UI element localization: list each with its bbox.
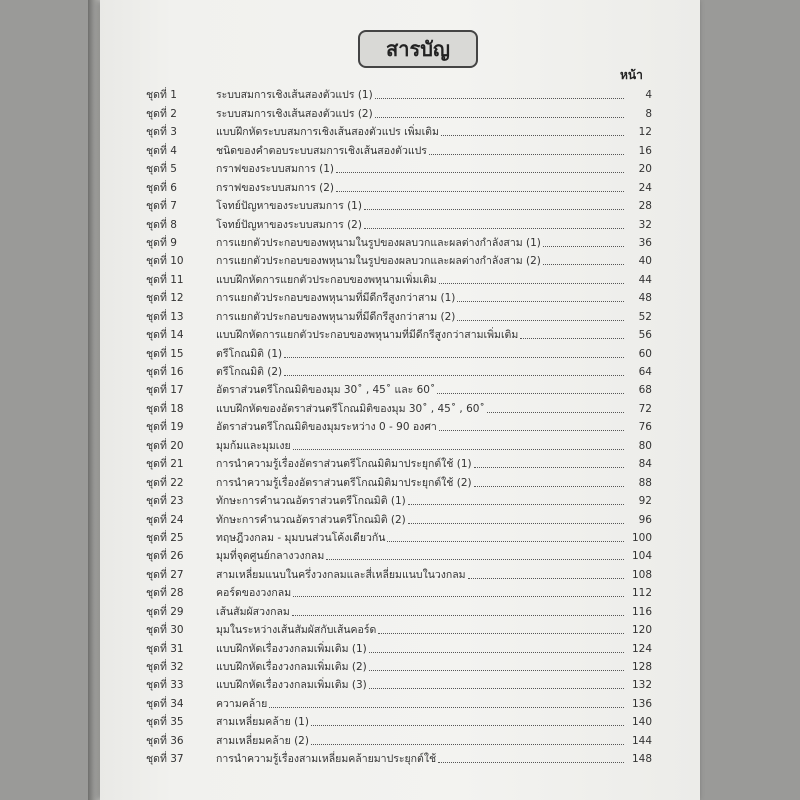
dot-leader	[474, 486, 624, 487]
entry-title-group	[216, 458, 624, 471]
toc-entry	[146, 563, 652, 581]
dot-leader	[468, 578, 624, 579]
entry-number: ชุดที่ 30	[146, 624, 184, 637]
entry-title-group	[216, 219, 624, 232]
entry-page: 136	[631, 697, 652, 710]
entry-page: 12	[638, 126, 652, 139]
entry-number: ชุดที่ 19	[146, 421, 184, 434]
entry-page: 100	[631, 531, 652, 544]
dot-leader	[520, 338, 624, 339]
entry-number: ชุดที่ 8	[146, 218, 177, 231]
entry-page: 28	[638, 200, 652, 213]
entry-page: 148	[631, 753, 652, 766]
entry-page: 16	[638, 144, 652, 157]
entry-number: ชุดที่ 33	[146, 679, 184, 692]
entry-title: ทฤษฎีวงกลม - มุมบนส่วนโค้งเดียวกัน	[216, 531, 386, 544]
entry-title: การแยกตัวประกอบของพหุนามที่มีดีกรีสูงกว่าสาม (2)	[216, 310, 456, 323]
dot-leader	[364, 209, 624, 210]
entry-title-group	[216, 606, 624, 619]
entry-number: ชุดที่ 4	[146, 144, 177, 157]
entry-title-group	[216, 679, 624, 692]
entry-number: ชุดที่ 31	[146, 642, 184, 655]
toc-entry	[146, 656, 652, 674]
toc-entry	[146, 176, 652, 194]
entry-title: ทักษะการคำนวณอัตราส่วนตรีโกณมิติ (2)	[216, 513, 406, 526]
entry-number: ชุดที่ 14	[146, 329, 184, 342]
dot-leader	[408, 523, 624, 524]
toc-entry	[146, 139, 652, 157]
dot-leader	[408, 504, 624, 505]
entry-title: แบบฝึกหัดระบบสมการเชิงเส้นสองตัวแปร เพิ่มเติม	[216, 126, 439, 139]
entry-page: 96	[638, 513, 652, 526]
dot-leader	[543, 264, 624, 265]
entry-title-group	[216, 735, 624, 748]
entry-page: 112	[631, 587, 652, 600]
toc-entry	[146, 434, 652, 452]
toc-entry	[146, 674, 652, 692]
entry-number: ชุดที่ 15	[146, 347, 184, 360]
entry-title-group	[216, 200, 624, 213]
entry-number: ชุดที่ 29	[146, 605, 184, 618]
dot-leader	[293, 596, 624, 597]
table-of-contents	[146, 84, 652, 766]
toc-entry	[146, 287, 652, 305]
toc-entry	[146, 268, 652, 286]
dot-leader	[284, 375, 624, 376]
entry-number: ชุดที่ 17	[146, 384, 184, 397]
toc-entry	[146, 342, 652, 360]
toc-entry	[146, 490, 652, 508]
entry-number: ชุดที่ 5	[146, 163, 177, 176]
entry-title-group	[216, 329, 624, 342]
entry-page: 24	[638, 181, 652, 194]
entry-number: ชุดที่ 18	[146, 402, 184, 415]
toc-entry	[146, 527, 652, 545]
entry-title-group	[216, 292, 624, 305]
entry-title: การนำความรู้เรื่องอัตราส่วนตรีโกณมิติมาประยุกต์ใช้ (1)	[216, 458, 472, 471]
entry-number: ชุดที่ 26	[146, 550, 184, 563]
dot-leader	[369, 670, 624, 671]
entry-page: 124	[631, 642, 652, 655]
entry-title: คอร์ดของวงกลม	[216, 587, 292, 600]
entry-title: แบบฝึกหัดของอัตราส่วนตรีโกณมิติของมุม 30˚ , 45˚ , 60˚	[216, 402, 485, 415]
toc-entry	[146, 619, 652, 637]
toc-entry	[146, 250, 652, 268]
entry-page: 64	[638, 366, 652, 378]
toc-entry	[146, 600, 652, 618]
entry-title-group	[216, 716, 624, 729]
entry-page: 108	[631, 568, 652, 581]
entry-page: 132	[631, 679, 652, 692]
entry-title: มุมในระหว่างเส้นสัมผัสกับเส้นคอร์ด	[216, 624, 377, 637]
entry-page: 84	[638, 458, 652, 471]
entry-number: ชุดที่ 37	[146, 753, 184, 766]
page-column-header: หน้า	[620, 68, 643, 82]
entry-title-group	[216, 421, 624, 434]
entry-number: ชุดที่ 7	[146, 200, 177, 213]
toc-entry	[146, 508, 652, 526]
entry-title: ชนิดของคำตอบระบบสมการเชิงเส้นสองตัวแปร	[216, 144, 427, 157]
entry-number: ชุดที่ 36	[146, 734, 184, 747]
book-page	[100, 0, 700, 800]
entry-title: แบบฝึกหัดการแยกตัวประกอบของพหุนามเพิ่มเติม	[216, 273, 437, 286]
entry-title: สามเหลี่ยมคล้าย (2)	[216, 734, 309, 747]
entry-number: ชุดที่ 11	[146, 273, 184, 286]
entry-title-group	[216, 403, 624, 416]
entry-number: ชุดที่ 28	[146, 587, 184, 600]
entry-title-group	[216, 440, 624, 453]
dot-leader	[487, 412, 624, 413]
entry-title-group	[216, 237, 624, 250]
dot-leader	[311, 725, 624, 726]
toc-entry	[146, 692, 652, 710]
entry-title-group	[216, 89, 624, 102]
entry-number: ชุดที่ 34	[146, 697, 184, 710]
entry-title: แบบฝึกหัดเรื่องวงกลมเพิ่มเติม (1)	[216, 642, 367, 655]
toc-entry	[146, 453, 652, 471]
dot-leader	[375, 117, 624, 118]
toc-entry	[146, 545, 652, 563]
entry-title-group	[216, 532, 624, 545]
dot-leader	[439, 283, 624, 284]
entry-number: ชุดที่ 12	[146, 292, 184, 305]
entry-title-group	[216, 145, 624, 158]
entry-page: 32	[638, 218, 652, 231]
entry-page: 76	[638, 421, 652, 434]
entry-title: กราฟของระบบสมการ (1)	[216, 163, 334, 176]
entry-number: ชุดที่ 2	[146, 107, 177, 120]
entry-title: การนำความรู้เรื่องอัตราส่วนตรีโกณมิติมาประยุกต์ใช้ (2)	[216, 476, 472, 489]
dot-leader	[292, 615, 624, 616]
entry-number: ชุดที่ 13	[146, 310, 184, 323]
entry-page: 48	[638, 292, 652, 305]
entry-page: 144	[631, 734, 652, 747]
dot-leader	[474, 467, 624, 468]
entry-title: การแยกตัวประกอบของพหุนามที่มีดีกรีสูงกว่าสาม (1)	[216, 292, 456, 305]
entry-title: การแยกตัวประกอบของพหุนามในรูปของผลบวกและผลต่างกำลังสาม (2)	[216, 255, 541, 268]
entry-title: อัตราส่วนตรีโกณมิติของมุม 30˚ , 45˚ และ 60˚	[216, 384, 436, 397]
entry-number: ชุดที่ 3	[146, 126, 177, 139]
dot-leader	[364, 228, 624, 229]
entry-title-group	[216, 550, 624, 563]
entry-title-group	[216, 348, 624, 361]
dot-leader	[543, 246, 624, 247]
toc-entry	[146, 637, 652, 655]
entry-page: 8	[645, 107, 652, 120]
entry-number: ชุดที่ 24	[146, 513, 184, 526]
entry-page: 20	[638, 163, 652, 176]
dot-leader	[441, 135, 624, 136]
dot-leader	[269, 707, 624, 708]
entry-title: ตรีโกณมิติ (2)	[216, 366, 283, 378]
dot-leader	[369, 688, 624, 689]
dot-leader	[387, 541, 624, 542]
entry-page: 120	[631, 624, 652, 637]
toc-entry	[146, 397, 652, 415]
entry-title: สามเหลี่ยมแนบในครึ่งวงกลมและสี่เหลี่ยมแนบในวงกลม	[216, 568, 466, 581]
entry-title: สามเหลี่ยมคล้าย (1)	[216, 716, 309, 729]
entry-page: 4	[645, 89, 652, 102]
dot-leader	[429, 154, 624, 155]
toc-entry	[146, 582, 652, 600]
entry-title-group	[216, 514, 624, 527]
entry-page: 56	[638, 329, 652, 342]
dot-leader	[284, 357, 624, 358]
entry-number: ชุดที่ 23	[146, 495, 184, 508]
dot-leader	[378, 633, 624, 634]
entry-page: 72	[638, 402, 652, 415]
toc-entry	[146, 711, 652, 729]
dot-leader	[311, 744, 624, 745]
toc-entry	[146, 379, 652, 397]
entry-title-group	[216, 569, 624, 582]
toc-entry	[146, 729, 652, 747]
entry-title-group	[216, 255, 624, 268]
toc-entry	[146, 324, 652, 342]
entry-page: 68	[638, 384, 652, 397]
entry-title: ระบบสมการเชิงเส้นสองตัวแปร (2)	[216, 107, 373, 120]
entry-number: ชุดที่ 32	[146, 661, 184, 673]
entry-page: 88	[638, 476, 652, 489]
dot-leader	[369, 652, 624, 653]
entry-page: 116	[631, 605, 652, 618]
entry-title: โจทย์ปัญหาของระบบสมการ (2)	[216, 218, 362, 231]
entry-title: การนำความรู้เรื่องสามเหลี่ยมคล้ายมาประยุกต์ใช้	[216, 753, 437, 766]
entry-title-group	[216, 753, 624, 766]
entry-number: ชุดที่ 22	[146, 476, 184, 489]
entry-page: 104	[631, 550, 652, 563]
entry-title-group	[216, 384, 624, 397]
toc-entry	[146, 748, 652, 766]
entry-title-group	[216, 495, 624, 508]
page-title: สารบัญ	[358, 30, 478, 68]
dot-leader	[293, 449, 624, 450]
entry-title-group	[216, 182, 624, 195]
dot-leader	[336, 172, 624, 173]
entry-page: 140	[631, 716, 652, 729]
entry-title-group	[216, 587, 624, 600]
entry-title: แบบฝึกหัดเรื่องวงกลมเพิ่มเติม (2)	[216, 661, 367, 673]
toc-entry	[146, 416, 652, 434]
dot-leader	[326, 559, 624, 560]
entry-title-group	[216, 624, 624, 637]
toc-entry	[146, 471, 652, 489]
entry-title: มุมก้มและมุมเงย	[216, 439, 291, 452]
entry-title: ความคล้าย	[216, 697, 268, 710]
entry-page: 36	[638, 236, 652, 249]
entry-title-group	[216, 163, 624, 176]
dot-leader	[439, 430, 624, 431]
toc-entry	[146, 158, 652, 176]
toc-entry	[146, 102, 652, 120]
entry-title-group	[216, 126, 624, 139]
entry-page: 44	[638, 273, 652, 286]
entry-title: โจทย์ปัญหาของระบบสมการ (1)	[216, 200, 362, 213]
entry-page: 52	[638, 310, 652, 323]
entry-title: อัตราส่วนตรีโกณมิติของมุมระหว่าง 0 - 90 องศา	[216, 421, 437, 434]
entry-title: ตรีโกณมิติ (1)	[216, 347, 283, 360]
entry-title-group	[216, 477, 624, 490]
entry-title-group	[216, 311, 624, 324]
entry-title: แบบฝึกหัดการแยกตัวประกอบของพหุนามที่มีดีกรีสูงกว่าสามเพิ่มเติม	[216, 329, 519, 342]
toc-entry	[146, 305, 652, 323]
dot-leader	[336, 191, 624, 192]
entry-number: ชุดที่ 6	[146, 181, 177, 194]
dot-leader	[457, 301, 624, 302]
entry-title: เส้นสัมผัสวงกลม	[216, 605, 290, 618]
entry-page: 80	[638, 439, 652, 452]
toc-entry	[146, 84, 652, 102]
entry-title: มุมที่จุดศูนย์กลางวงกลม	[216, 550, 325, 563]
entry-title: ทักษะการคำนวณอัตราส่วนตรีโกณมิติ (1)	[216, 495, 406, 508]
entry-title-group	[216, 108, 624, 121]
entry-title-group	[216, 366, 624, 379]
dot-leader	[438, 762, 624, 763]
entry-page: 128	[631, 661, 652, 673]
entry-number: ชุดที่ 20	[146, 439, 184, 452]
entry-number: ชุดที่ 27	[146, 568, 184, 581]
toc-entry	[146, 195, 652, 213]
entry-title-group	[216, 643, 624, 656]
entry-number: ชุดที่ 25	[146, 531, 184, 544]
entry-title: กราฟของระบบสมการ (2)	[216, 181, 334, 194]
entry-page: 40	[638, 255, 652, 268]
entry-number: ชุดที่ 9	[146, 236, 177, 249]
toc-entry	[146, 361, 652, 379]
dot-leader	[457, 320, 624, 321]
entry-page: 60	[638, 347, 652, 360]
entry-page: 92	[638, 495, 652, 508]
entry-number: ชุดที่ 21	[146, 458, 184, 471]
entry-number: ชุดที่ 16	[146, 366, 184, 378]
entry-title-group	[216, 661, 624, 674]
entry-number: ชุดที่ 35	[146, 716, 184, 729]
toc-entry	[146, 121, 652, 139]
toc-entry	[146, 213, 652, 231]
entry-number: ชุดที่ 1	[146, 89, 177, 102]
dot-leader	[437, 393, 624, 394]
entry-title: แบบฝึกหัดเรื่องวงกลมเพิ่มเติม (3)	[216, 679, 367, 692]
toc-entry	[146, 232, 652, 250]
entry-number: ชุดที่ 10	[146, 255, 184, 268]
dot-leader	[375, 98, 624, 99]
entry-title-group	[216, 274, 624, 287]
entry-title: การแยกตัวประกอบของพหุนามในรูปของผลบวกและผลต่างกำลังสาม (1)	[216, 236, 541, 249]
entry-title: ระบบสมการเชิงเส้นสองตัวแปร (1)	[216, 89, 373, 102]
entry-title-group	[216, 698, 624, 711]
